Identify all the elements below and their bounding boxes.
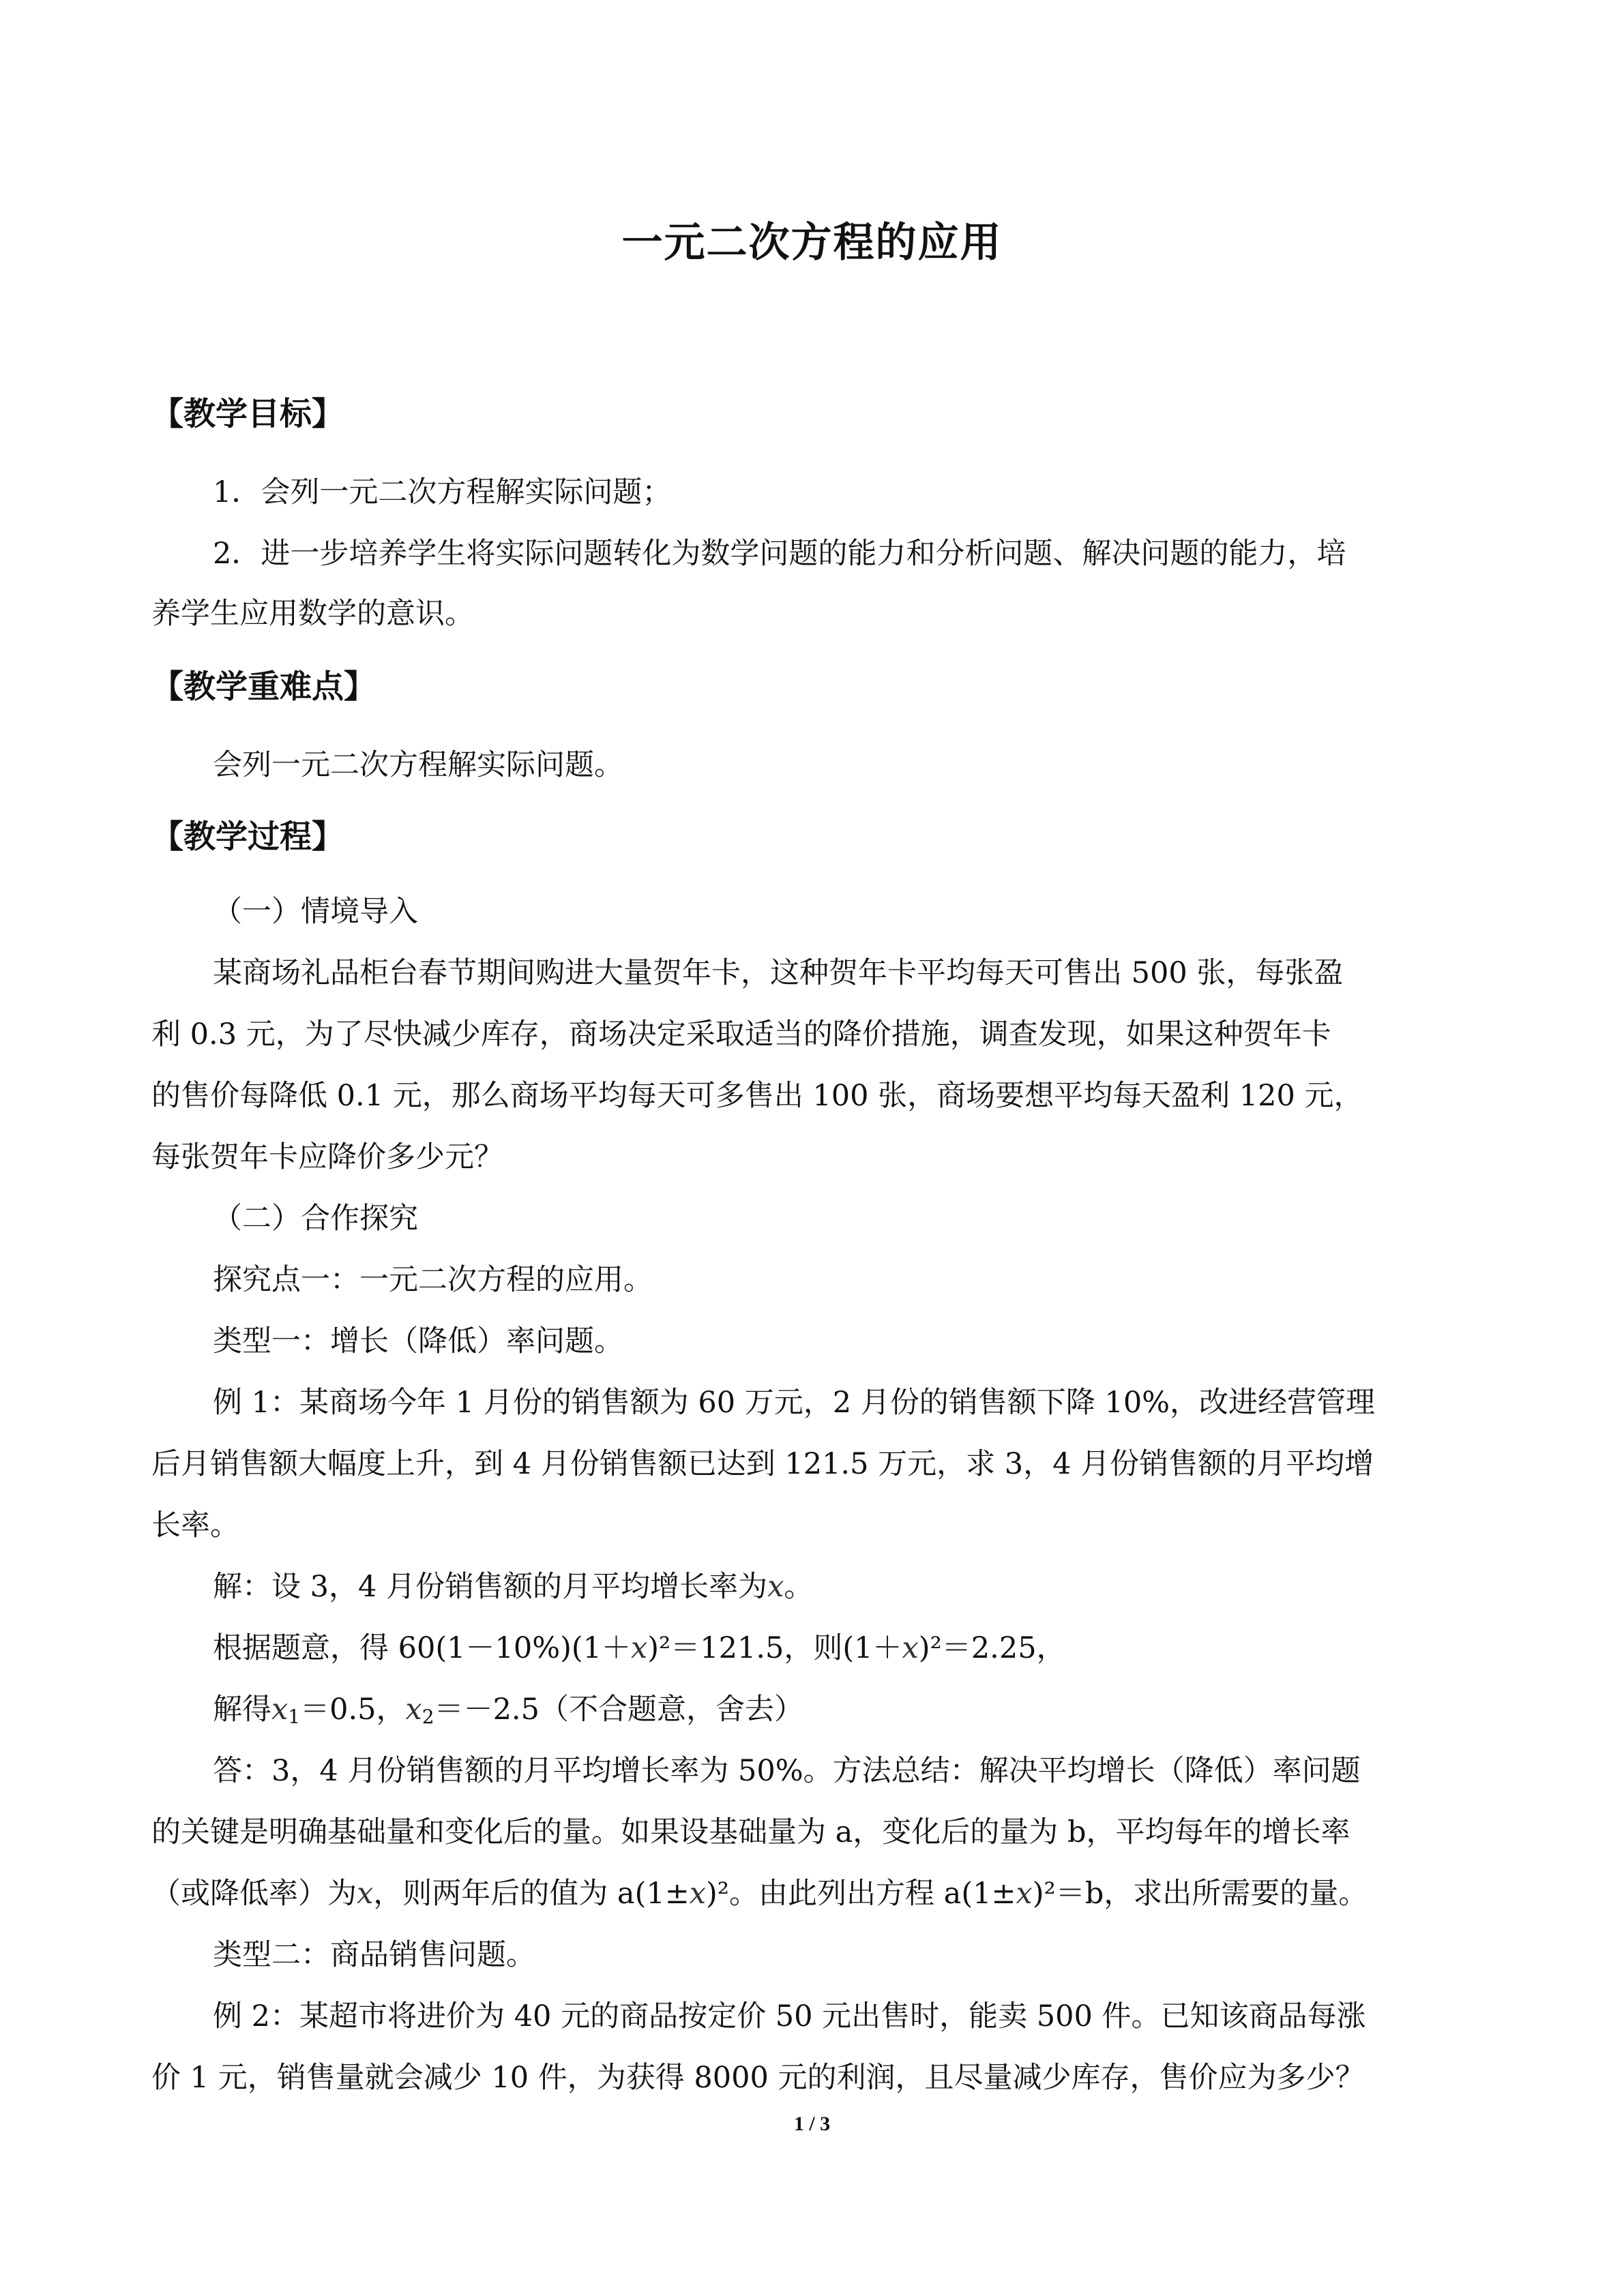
example-2-line-1: 例 2：某超市将进价为 40 元的商品按定价 50 元出售时，能卖 500 件。已知该商品每涨 [213, 1999, 1366, 2033]
equation-part-1: 根据题意，得 60(1－10%)(1＋ [213, 1631, 632, 1665]
answer-part-d: )²＝b，求出所需要的量。 [1032, 1877, 1368, 1911]
variable-x: x [631, 1631, 648, 1665]
intro-line-2: 利 0.3 元，为了尽快减少库存，商场决定采取适当的降价措施，调查发现，如果这种贺年卡 [151, 1017, 1331, 1052]
example-2-line-2: 价 1 元，销售量就会减少 10 件，为获得 8000 元的利润，且尽量减少库存，售价应为多少？ [151, 2061, 1365, 2095]
answer-line-2: 的关键是明确基础量和变化后的量。如果设基础量为 a，变化后的量为 b，平均每年的增长率 [151, 1815, 1350, 1849]
variable-x: x [271, 1693, 289, 1727]
variable-x: x [405, 1693, 422, 1727]
subscript-2: 2 [422, 1705, 434, 1728]
intro-line-4: 每张贺年卡应降价多少元？ [151, 1140, 503, 1174]
variable-x: x [689, 1877, 706, 1911]
variable-x: x [1016, 1877, 1033, 1911]
type-two: 类型二：商品销售问题。 [213, 1938, 535, 1972]
goal-item-1: 1．会列一元二次方程解实际问题； [213, 475, 672, 509]
example-1-line-1: 例 1：某商场今年 1 月份的销售额为 60 万元，2 月份的销售额下降 10%，改进经营管理 [213, 1386, 1376, 1420]
page-number: 1 / 3 [793, 2113, 831, 2135]
section-heading-goals: 【教学目标】 [151, 396, 344, 433]
answer-part-c: )²。由此列出方程 a(1± [706, 1877, 1016, 1911]
solution-line-2 [213, 1628, 1473, 1669]
subheading-explore: （二）合作探究 [213, 1202, 418, 1236]
explore-point: 探究点一：一元二次方程的应用。 [213, 1263, 653, 1297]
root-1: ＝0.5， [300, 1693, 406, 1727]
variable-x: x [357, 1877, 374, 1911]
intro-line-1: 某商场礼品柜台春节期间购进大量贺年卡，这种贺年卡平均每天可售出 500 张，每张盈 [213, 956, 1344, 990]
subheading-intro: （一）情境导入 [213, 895, 418, 929]
solution-line-1 [213, 1566, 1473, 1607]
answer-line-3 [151, 1873, 1473, 1914]
section-heading-process: 【教学过程】 [151, 818, 344, 856]
example-1-line-3: 长率。 [151, 1508, 239, 1542]
answer-part-b: ，则两年后的值为 a(1± [373, 1877, 690, 1911]
equation-part-3: )²＝2.25， [918, 1631, 1066, 1665]
solution-end: 。 [784, 1570, 814, 1604]
solution-text: 解：设 3，4 月份销售额的月平均增长率为 [213, 1570, 768, 1604]
page-title: 一元二次方程的应用 [621, 219, 1003, 267]
variable-x: x [767, 1570, 784, 1604]
goal-item-2: 2．进一步培养学生将实际问题转化为数学问题的能力和分析问题、解决问题的能力，培 [213, 537, 1346, 571]
answer-part-a: （或降低率）为 [151, 1877, 357, 1911]
key-points-text: 会列一元二次方程解实际问题。 [213, 748, 623, 782]
answer-line-1: 答：3，4 月份销售额的月平均增长率为 50%。方法总结：解决平均增长（降低）率问题 [213, 1754, 1361, 1788]
goal-item-2-cont: 养学生应用数学的意识。 [151, 597, 474, 631]
solution-line-3 [213, 1689, 1473, 1738]
section-heading-key-points: 【教学重难点】 [151, 668, 376, 706]
equation-part-2: )²＝121.5，则(1＋ [647, 1631, 902, 1665]
example-1-line-2: 后月销售额大幅度上升，到 4 月份销售额已达到 121.5 万元，求 3，4 月份销售额的月平均增 [151, 1447, 1374, 1481]
variable-x: x [902, 1631, 919, 1665]
intro-line-3: 的售价每降低 0.1 元，那么商场平均每天可多售出 100 张，商场要想平均每天盈利 120 元， [151, 1079, 1363, 1113]
solve-label: 解得 [213, 1693, 271, 1727]
type-one: 类型一：增长（降低）率问题。 [213, 1324, 623, 1358]
root-2: ＝－2.5（不合题意，舍去） [434, 1693, 803, 1727]
subscript-1: 1 [288, 1705, 301, 1728]
